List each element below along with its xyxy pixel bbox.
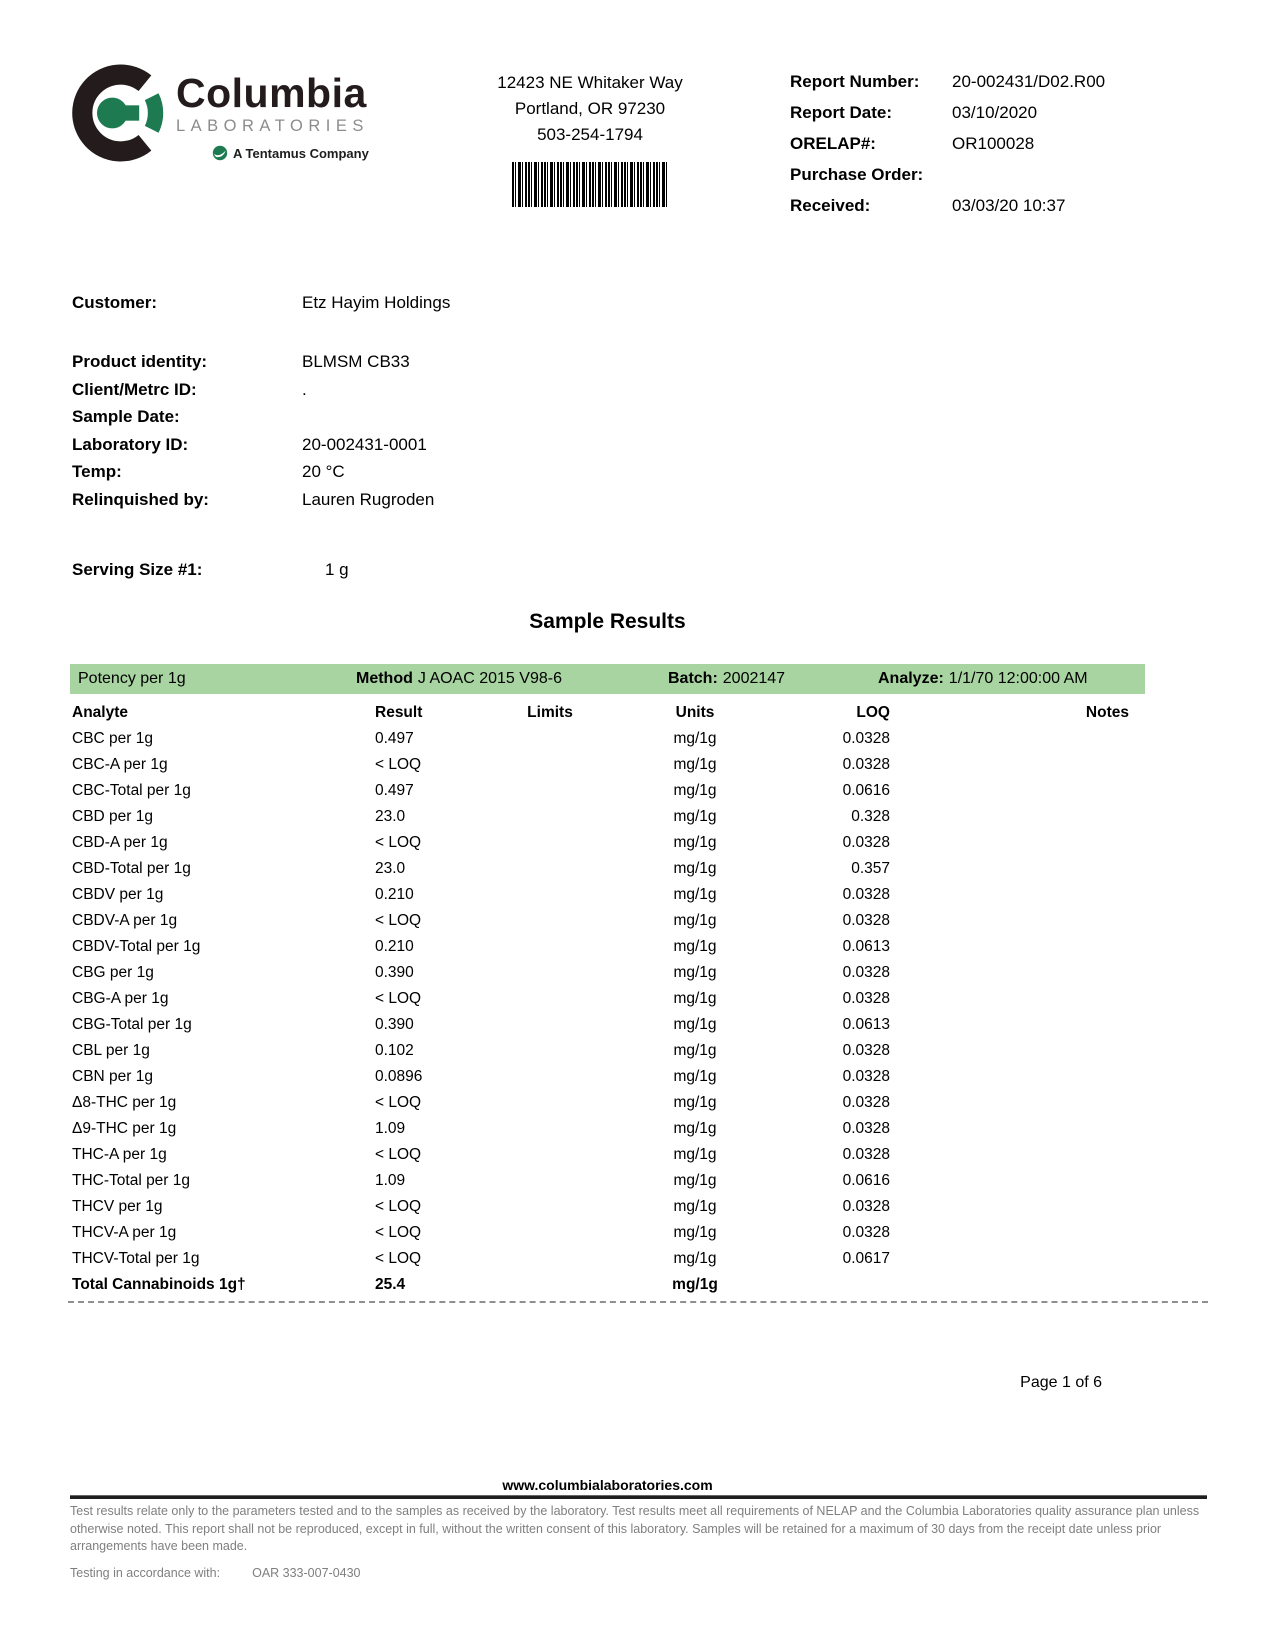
loq-cell: 0.0328 [842, 912, 890, 929]
logo-text [176, 60, 369, 166]
limits-cell [470, 856, 630, 882]
columbia-logo [72, 60, 369, 166]
table-row [70, 1064, 1145, 1090]
loq-cell: 0.0617 [842, 1250, 890, 1267]
detail-row [72, 490, 434, 518]
notes-cell [890, 1142, 1145, 1168]
report-info-label: Report Number: [790, 72, 920, 91]
units-cell: mg/1g [673, 1224, 717, 1241]
table-row [70, 960, 1145, 986]
limits-cell [470, 804, 630, 830]
loq-cell: 0.357 [851, 860, 890, 877]
result-cell: 0.210 [375, 938, 414, 955]
table-row [70, 778, 1145, 804]
limits-cell [470, 882, 630, 908]
units-cell: mg/1g [673, 1146, 717, 1163]
result-cell: 0.0896 [375, 1068, 423, 1085]
notes-cell [890, 1090, 1145, 1116]
units-cell: mg/1g [673, 782, 717, 799]
website-url: www.columbialaboratories.com [502, 1477, 713, 1493]
limits-cell [470, 1116, 630, 1142]
limits-cell [470, 1064, 630, 1090]
report-info-label: ORELAP#: [790, 134, 876, 153]
report-info [790, 72, 1105, 227]
section-method [356, 664, 562, 694]
notes-cell [890, 1194, 1145, 1220]
units-cell: mg/1g [673, 1198, 717, 1215]
report-info-row [790, 165, 1105, 185]
disclaimer-text: Test results relate only to the parameters tested and to the samples as received by the laboratory. Test results meet all requirements of NELAP and the Columbia Laboratories quality assurance plan unless otherwise noted. This report shall not be reproduced, except in full, without the written consent of this laboratory. Samples will be retained for a maximum of 30 days from the receipt date unless prior arrangements have been made. [70, 1504, 1200, 1553]
table-row [70, 934, 1145, 960]
serving-size-row [72, 560, 349, 580]
table-row [70, 1116, 1145, 1142]
result-cell: < LOQ [375, 1198, 422, 1215]
dashed-separator [68, 1301, 1208, 1303]
serving-size-value: 1 g [325, 560, 349, 579]
result-cell: 1.09 [375, 1172, 406, 1189]
table-row [70, 1220, 1145, 1246]
table-row [70, 986, 1145, 1012]
report-info-value: 20-002431/D02.R00 [952, 72, 1106, 91]
analyte-cell: CBL per 1g [72, 1042, 150, 1059]
result-cell: 0.102 [375, 1042, 414, 1059]
notes-cell [890, 1246, 1145, 1272]
notes-cell [890, 1012, 1145, 1038]
table-row [70, 830, 1145, 856]
report-info-row [790, 134, 1105, 154]
detail-value: Lauren Rugroden [302, 489, 435, 509]
loq-cell: 0.0328 [842, 886, 890, 903]
analyze-label: Analyze: [878, 670, 944, 687]
address-block [430, 70, 750, 148]
notes-cell [890, 1038, 1145, 1064]
detail-row [72, 380, 434, 408]
address-line: 12423 NE Whitaker Way [497, 73, 683, 92]
notes-cell [890, 960, 1145, 986]
section-name: Potency per 1g [78, 670, 186, 687]
analyte-cell: CBD per 1g [72, 808, 153, 825]
limits-cell [470, 1168, 630, 1194]
loq-cell: 0.0328 [842, 756, 890, 773]
section-batch [668, 664, 785, 694]
analyte-cell: CBC-A per 1g [72, 756, 168, 773]
analyte-cell: THC-A per 1g [72, 1146, 167, 1163]
detail-label: Temp: [72, 462, 122, 481]
detail-label: Product identity: [72, 352, 208, 371]
units-cell: mg/1g [673, 964, 717, 981]
report-info-value: OR100028 [952, 134, 1035, 153]
logo-tagline-text: A Tentamus Company [233, 145, 369, 161]
results-columns [70, 701, 1145, 724]
notes-cell [890, 882, 1145, 908]
report-info-value: 03/03/20 10:37 [952, 196, 1066, 215]
table-row [70, 1012, 1145, 1038]
units-cell: mg/1g [673, 1172, 717, 1189]
column-header-limits: Limits [527, 704, 573, 721]
page-number: Page 1 of 6 [1020, 1374, 1102, 1391]
analyte-cell: Total Cannabinoids 1g† [72, 1276, 246, 1293]
tentamus-icon [212, 145, 228, 161]
loq-cell: 0.0616 [842, 1172, 890, 1189]
result-cell: 0.390 [375, 964, 414, 981]
analyze-value: 1/1/70 12:00:00 AM [948, 670, 1088, 687]
notes-cell [890, 752, 1145, 778]
notes-cell [890, 856, 1145, 882]
table-row [70, 1168, 1145, 1194]
units-cell: mg/1g [673, 1094, 717, 1111]
units-cell: mg/1g [673, 730, 717, 747]
result-cell: < LOQ [375, 1146, 422, 1163]
notes-cell [890, 1220, 1145, 1246]
notes-cell [890, 726, 1145, 752]
section-analyze [878, 664, 1088, 694]
serving-size-label: Serving Size #1: [72, 560, 203, 579]
customer-label: Customer: [72, 293, 158, 312]
analyte-cell: CBN per 1g [72, 1068, 153, 1085]
testing-label: Testing in accordance with: [70, 1566, 221, 1580]
table-row [70, 1272, 1145, 1298]
analyte-cell: Δ8-THC per 1g [72, 1094, 177, 1111]
table-row [70, 1142, 1145, 1168]
loq-cell: 0.0328 [842, 1120, 890, 1137]
result-cell: 23.0 [375, 808, 406, 825]
limits-cell [470, 986, 630, 1012]
loq-cell [760, 1272, 890, 1298]
address-line: Portland, OR 97230 [514, 99, 666, 118]
notes-cell [890, 778, 1145, 804]
table-row [70, 1038, 1145, 1064]
column-header-loq: LOQ [856, 704, 890, 721]
result-cell: < LOQ [375, 1224, 422, 1241]
footer-rule [70, 1495, 1207, 1499]
units-cell: mg/1g [673, 1250, 717, 1267]
loq-cell: 0.0613 [842, 938, 890, 955]
barcode [512, 162, 668, 207]
limits-cell [470, 1220, 630, 1246]
testing-row [70, 1566, 361, 1580]
analyte-cell: CBG-Total per 1g [72, 1016, 192, 1033]
report-info-row [790, 72, 1105, 92]
analyte-cell: THCV-A per 1g [72, 1224, 177, 1241]
loq-cell: 0.0328 [842, 1198, 890, 1215]
units-cell: mg/1g [672, 1276, 718, 1293]
units-cell: mg/1g [673, 990, 717, 1007]
units-cell: mg/1g [673, 1120, 717, 1137]
loq-cell: 0.0328 [842, 964, 890, 981]
limits-cell [470, 934, 630, 960]
analyte-cell: THC-Total per 1g [72, 1172, 191, 1189]
result-cell: 25.4 [375, 1276, 406, 1293]
potency-section-header [70, 664, 1145, 694]
loq-cell: 0.0328 [842, 990, 890, 1007]
detail-label: Relinquished by: [72, 489, 209, 509]
units-cell: mg/1g [673, 1042, 717, 1059]
units-cell: mg/1g [673, 912, 717, 929]
columbia-logo-icon [72, 60, 168, 166]
customer-value: Etz Hayim Holdings [302, 293, 451, 312]
notes-cell [890, 1064, 1145, 1090]
units-cell: mg/1g [673, 860, 717, 877]
result-cell: < LOQ [375, 834, 422, 851]
loq-cell: 0.0328 [842, 834, 890, 851]
result-cell: < LOQ [375, 756, 422, 773]
notes-cell [890, 830, 1145, 856]
analyte-cell: CBDV-A per 1g [72, 912, 178, 929]
detail-value: BLMSM CB33 [302, 352, 410, 371]
result-cell: < LOQ [375, 912, 422, 929]
report-info-label: Purchase Order: [790, 165, 924, 184]
result-cell: 0.497 [375, 730, 414, 747]
units-cell: mg/1g [673, 938, 717, 955]
loq-cell: 0.0328 [842, 1146, 890, 1163]
report-info-row [790, 196, 1105, 216]
results-body [70, 726, 1145, 1298]
detail-row [72, 435, 434, 463]
table-row [70, 1246, 1145, 1272]
column-header-notes: Notes [1085, 704, 1129, 721]
analyte-cell: CBG per 1g [72, 964, 154, 981]
table-row [70, 856, 1145, 882]
table-row [70, 1090, 1145, 1116]
result-cell: < LOQ [375, 990, 422, 1007]
notes-cell [890, 1272, 1145, 1298]
detail-row [72, 462, 434, 490]
analyte-cell: THCV per 1g [72, 1198, 163, 1215]
results-title: Sample Results [529, 610, 686, 633]
table-row [70, 752, 1145, 778]
table-row [70, 726, 1145, 752]
detail-label: Sample Date: [72, 407, 180, 426]
table-row [70, 908, 1145, 934]
detail-value: . [302, 379, 307, 399]
units-cell: mg/1g [673, 886, 717, 903]
analyte-cell: CBDV per 1g [72, 886, 164, 903]
units-cell: mg/1g [673, 808, 717, 825]
limits-cell [470, 1246, 630, 1272]
column-header-analyte: Analyte [72, 704, 128, 721]
limits-cell [470, 726, 630, 752]
loq-cell: 0.0616 [842, 782, 890, 799]
analyte-cell: CBC per 1g [72, 730, 153, 747]
detail-label: Laboratory ID: [72, 434, 189, 454]
method-value: J AOAC 2015 V98-6 [417, 670, 562, 687]
analyte-cell: CBD-Total per 1g [72, 860, 191, 877]
result-cell: < LOQ [375, 1250, 422, 1267]
result-cell: 1.09 [375, 1120, 406, 1137]
notes-cell [890, 804, 1145, 830]
detail-row [72, 352, 434, 380]
limits-cell [470, 1142, 630, 1168]
loq-cell: 0.0328 [842, 1068, 890, 1085]
column-header-units: Units [675, 704, 715, 721]
detail-value: 20 °C [302, 462, 345, 481]
result-cell: 23.0 [375, 860, 406, 877]
method-label: Method [356, 670, 413, 687]
detail-label: Client/Metrc ID: [72, 379, 197, 399]
notes-cell [890, 908, 1145, 934]
report-info-value: 03/10/2020 [952, 103, 1038, 122]
notes-cell [890, 1116, 1145, 1142]
analyte-cell: THCV-Total per 1g [72, 1250, 200, 1267]
table-row [70, 1194, 1145, 1220]
detail-row [72, 407, 434, 435]
detail-value: 20-002431-0001 [302, 434, 427, 454]
table-row [70, 882, 1145, 908]
limits-cell [470, 1090, 630, 1116]
loq-cell: 0.0328 [842, 1042, 890, 1059]
column-header-result: Result [375, 704, 423, 721]
notes-cell [890, 1168, 1145, 1194]
limits-cell [470, 908, 630, 934]
logo-subtitle: LABORATORIES [176, 117, 369, 135]
units-cell: mg/1g [673, 1016, 717, 1033]
report-info-label: Received: [790, 196, 871, 215]
limits-cell [470, 752, 630, 778]
limits-cell [470, 778, 630, 804]
batch-value: 2002147 [722, 670, 786, 687]
logo-name: Columbia [176, 70, 367, 116]
units-cell: mg/1g [673, 834, 717, 851]
testing-value: OAR 333-007-0430 [252, 1566, 361, 1580]
result-cell: 0.390 [375, 1016, 414, 1033]
loq-cell: 0.0613 [842, 1016, 890, 1033]
loq-cell: 0.0328 [842, 1094, 890, 1111]
loq-cell: 0.0328 [842, 730, 890, 747]
limits-cell [470, 1038, 630, 1064]
units-cell: mg/1g [673, 1068, 717, 1085]
analyte-cell: CBDV-Total per 1g [72, 938, 201, 955]
customer-row [72, 293, 450, 313]
loq-cell: 0.0328 [842, 1224, 890, 1241]
address-line: 503-254-1794 [537, 125, 643, 144]
analyte-cell: Δ9-THC per 1g [72, 1120, 177, 1137]
analyte-cell: CBD-A per 1g [72, 834, 168, 851]
limits-cell [470, 830, 630, 856]
report-info-label: Report Date: [790, 103, 893, 122]
result-cell: 0.497 [375, 782, 414, 799]
batch-label: Batch: [668, 670, 718, 687]
report-info-row [790, 103, 1105, 123]
analyte-cell: CBG-A per 1g [72, 990, 169, 1007]
limits-cell [470, 1272, 630, 1298]
notes-cell [890, 934, 1145, 960]
result-cell: 0.210 [375, 886, 414, 903]
logo-tagline [212, 145, 369, 161]
limits-cell [470, 1012, 630, 1038]
customer-details [72, 352, 434, 517]
limits-cell [470, 1194, 630, 1220]
units-cell: mg/1g [673, 756, 717, 773]
limits-cell [470, 960, 630, 986]
table-row [70, 804, 1145, 830]
notes-cell [890, 986, 1145, 1012]
loq-cell: 0.328 [851, 808, 890, 825]
result-cell: < LOQ [375, 1094, 422, 1111]
analyte-cell: CBC-Total per 1g [72, 782, 191, 799]
